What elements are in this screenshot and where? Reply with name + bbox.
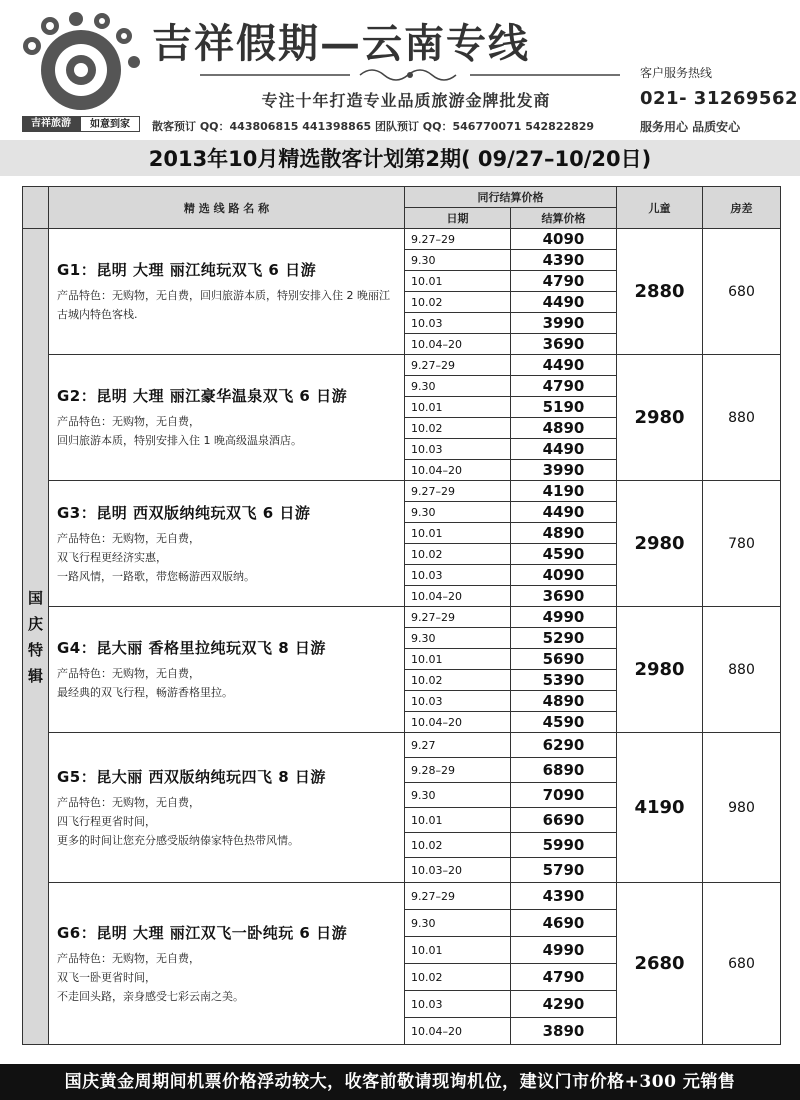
- col-room-header: 房差: [703, 187, 781, 229]
- price-cell: 3990: [511, 460, 617, 481]
- route-description: 产品特色：无购物，无自费， 四飞行程更省时间， 更多的时间让您充分感受版纳傣家特色热带风情。: [57, 795, 299, 847]
- price-row: [23, 607, 781, 628]
- date-cell: 9.28–29: [405, 758, 511, 783]
- route-cell: [49, 229, 405, 355]
- date-cell: 10.03: [405, 691, 511, 712]
- price-cell: 4390: [511, 883, 617, 910]
- route-title: G5：昆大丽 西双版纳纯玩四飞 8 日游: [57, 767, 326, 786]
- price-cell: 5690: [511, 649, 617, 670]
- date-cell: 10.03: [405, 439, 511, 460]
- brand-title: 吉祥假期—云南专线: [152, 20, 530, 67]
- date-cell: 10.04–20: [405, 712, 511, 733]
- date-cell: 10.01: [405, 397, 511, 418]
- price-cell: 4790: [511, 271, 617, 292]
- date-cell: 9.27–29: [405, 481, 511, 502]
- price-cell: 4590: [511, 712, 617, 733]
- header-blank: [23, 187, 49, 229]
- room-surcharge-cell: 680: [703, 229, 781, 355]
- date-cell: 10.03: [405, 991, 511, 1018]
- date-cell: 9.30: [405, 250, 511, 271]
- price-cell: 5990: [511, 833, 617, 858]
- title-band: [0, 140, 800, 176]
- price-cell: 4990: [511, 607, 617, 628]
- date-cell: 10.04–20: [405, 1018, 511, 1045]
- child-price-cell: 2980: [617, 481, 703, 607]
- price-cell: 5390: [511, 670, 617, 691]
- date-cell: 9.27–29: [405, 883, 511, 910]
- route-description: 产品特色：无购物，无自费，回归旅游本质，特别安排入住 2 晚丽江古城内特色客栈.: [57, 289, 390, 321]
- qq-booking-line: 散客预订 QQ：443806815 441398865 团队预订 QQ：546770071 542822829: [152, 120, 595, 133]
- price-cell: 3890: [511, 1018, 617, 1045]
- price-cell: 4390: [511, 250, 617, 271]
- price-cell: 4790: [511, 964, 617, 991]
- price-cell: 5790: [511, 858, 617, 883]
- date-cell: 10.02: [405, 964, 511, 991]
- route-title: G3：昆明 西双版纳纯玩双飞 6 日游: [57, 503, 311, 522]
- child-price-cell: 2980: [617, 355, 703, 481]
- date-cell: 10.02: [405, 670, 511, 691]
- service-motto: 服务用心 品质安心: [640, 120, 741, 134]
- date-cell: 10.01: [405, 808, 511, 833]
- price-row: [23, 883, 781, 910]
- price-cell: 4890: [511, 691, 617, 712]
- swirl-logo-icon: [18, 12, 144, 116]
- route-cell: [49, 733, 405, 883]
- logo-tag-left: 吉祥旅游: [22, 116, 80, 132]
- date-cell: 9.30: [405, 910, 511, 937]
- price-table: [22, 186, 781, 1045]
- route-title: G6：昆明 大理 丽江双飞一卧纯玩 6 日游: [57, 923, 348, 942]
- date-cell: 10.03–20: [405, 858, 511, 883]
- logo-tag-right: 如意到家: [80, 116, 140, 132]
- date-cell: 10.02: [405, 544, 511, 565]
- price-cell: 4490: [511, 355, 617, 376]
- route-cell: [49, 607, 405, 733]
- route-cell: [49, 481, 405, 607]
- date-cell: 10.04–20: [405, 460, 511, 481]
- price-cell: 4090: [511, 565, 617, 586]
- price-cell: 3990: [511, 313, 617, 334]
- date-cell: 9.30: [405, 376, 511, 397]
- price-cell: 4090: [511, 229, 617, 250]
- room-surcharge-cell: 680: [703, 883, 781, 1045]
- company-logo: [18, 12, 144, 132]
- room-surcharge-cell: 880: [703, 355, 781, 481]
- price-cell: 3690: [511, 334, 617, 355]
- date-cell: 9.27–29: [405, 355, 511, 376]
- route-title: G2：昆明 大理 丽江豪华温泉双飞 6 日游: [57, 387, 348, 405]
- price-cell: 4590: [511, 544, 617, 565]
- price-cell: 4690: [511, 910, 617, 937]
- room-surcharge-cell: 780: [703, 481, 781, 607]
- price-cell: 4490: [511, 439, 617, 460]
- price-row: [23, 229, 781, 250]
- col-price-header: 结算价格: [511, 208, 617, 229]
- hotline-number: 021- 31269562: [640, 88, 799, 109]
- slogan: 专注十年打造专业品质旅游金牌批发商: [261, 91, 551, 110]
- date-cell: 9.27–29: [405, 607, 511, 628]
- price-cell: 4490: [511, 292, 617, 313]
- room-surcharge-cell: 980: [703, 733, 781, 883]
- child-price-cell: 2680: [617, 883, 703, 1045]
- col-date-header: 日期: [405, 208, 511, 229]
- date-cell: 9.30: [405, 502, 511, 523]
- header: [0, 0, 800, 140]
- date-cell: 10.01: [405, 271, 511, 292]
- price-row: [23, 355, 781, 376]
- route-description: 产品特色：无购物，无自费， 双飞一卧更省时间， 不走回头路，亲身感受七彩云南之美。: [57, 951, 244, 1003]
- price-cell: 4290: [511, 991, 617, 1018]
- price-cell: 4990: [511, 937, 617, 964]
- route-description: 产品特色：无购物，无自费， 回归旅游本质，特别安排入住 1 晚高级温泉酒店。: [57, 415, 302, 447]
- route-cell: [49, 883, 405, 1045]
- price-cell: 4190: [511, 481, 617, 502]
- col-settle-header: 同行结算价格: [405, 187, 617, 208]
- price-cell: 5190: [511, 397, 617, 418]
- date-cell: 9.30: [405, 783, 511, 808]
- date-cell: 10.01: [405, 649, 511, 670]
- date-cell: 10.04–20: [405, 586, 511, 607]
- route-cell: [49, 355, 405, 481]
- price-cell: 3690: [511, 586, 617, 607]
- date-cell: 9.27–29: [405, 229, 511, 250]
- date-cell: 10.02: [405, 833, 511, 858]
- price-cell: 4790: [511, 376, 617, 397]
- date-cell: 10.03: [405, 565, 511, 586]
- price-row: [23, 481, 781, 502]
- child-price-cell: 2980: [617, 607, 703, 733]
- ornament-divider-icon: [200, 66, 620, 84]
- date-cell: 9.30: [405, 628, 511, 649]
- col-child-header: 儿童: [617, 187, 703, 229]
- date-cell: 10.04–20: [405, 334, 511, 355]
- date-cell: 10.02: [405, 292, 511, 313]
- date-cell: 10.01: [405, 937, 511, 964]
- issue-title: 2013年10月精选散客计划第2期( 09/27–10/20日): [148, 147, 652, 171]
- price-cell: 6690: [511, 808, 617, 833]
- route-title: G4：昆大丽 香格里拉纯玩双飞 8 日游: [57, 639, 326, 657]
- price-cell: 4890: [511, 523, 617, 544]
- route-title: G1：昆明 大理 丽江纯玩双飞 6 日游: [57, 261, 317, 279]
- price-cell: 6890: [511, 758, 617, 783]
- price-cell: 6290: [511, 733, 617, 758]
- price-cell: 4890: [511, 418, 617, 439]
- route-description: 产品特色：无购物，无自费， 最经典的双飞行程，畅游香格里拉。: [57, 667, 233, 699]
- date-cell: 10.03: [405, 313, 511, 334]
- price-row: [23, 733, 781, 758]
- hotline-label: 客户服务热线: [640, 66, 713, 80]
- child-price-cell: 4190: [617, 733, 703, 883]
- child-price-cell: 2880: [617, 229, 703, 355]
- col-route-header: 精 选 线 路 名 称: [49, 187, 405, 229]
- date-cell: 9.27: [405, 733, 511, 758]
- price-cell: 7090: [511, 783, 617, 808]
- date-cell: 10.02: [405, 418, 511, 439]
- date-cell: 10.01: [405, 523, 511, 544]
- route-description: 产品特色：无购物，无自费， 双飞行程更经济实惠， 一路风情，一路歌，带您畅游西双版纳。: [57, 531, 255, 583]
- logo-tagline: [22, 116, 140, 132]
- footer-notice: 国庆黄金周期间机票价格浮动较大，收客前敬请现询机位，建议门市价格+300 元销售: [0, 1064, 800, 1100]
- room-surcharge-cell: 880: [703, 607, 781, 733]
- section-label: 国 庆 特 辑: [23, 229, 49, 1045]
- price-cell: 4490: [511, 502, 617, 523]
- price-cell: 5290: [511, 628, 617, 649]
